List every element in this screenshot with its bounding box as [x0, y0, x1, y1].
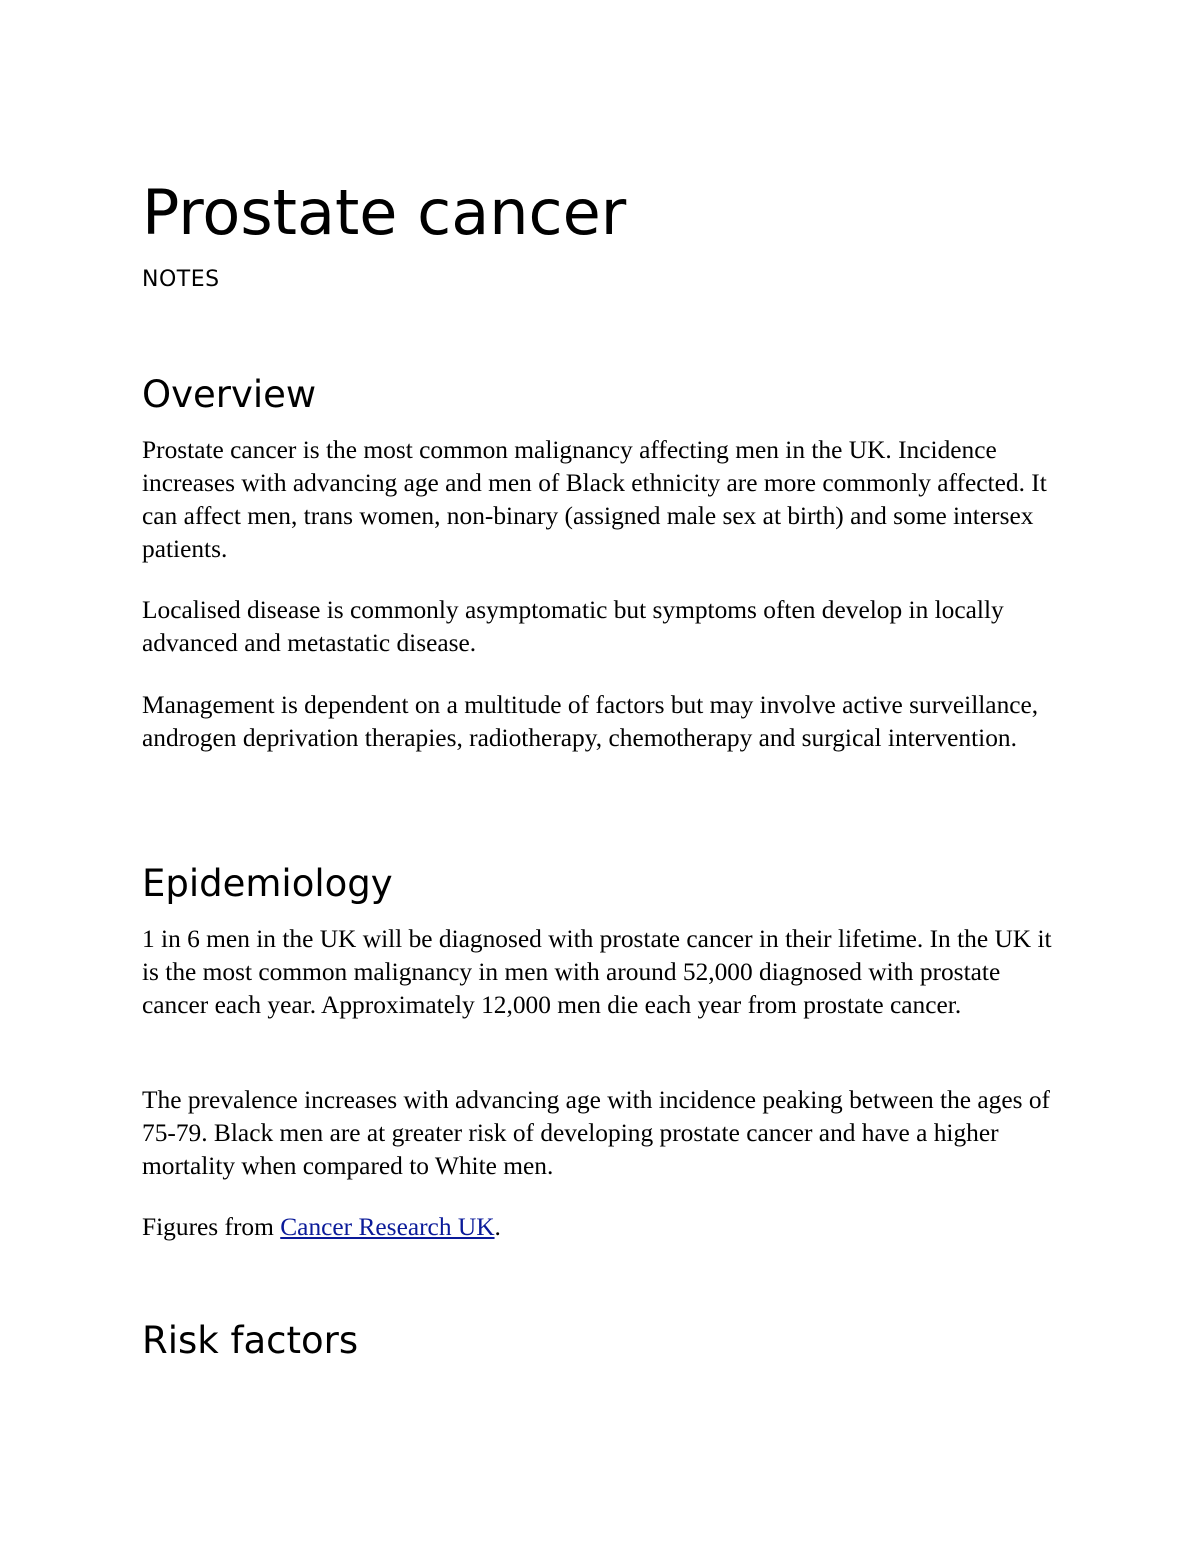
document-title: Prostate cancer: [142, 176, 627, 249]
risk-factors-heading: Risk factors: [142, 1319, 359, 1362]
overview-paragraph-3: Management is dependent on a multitude of factors but may involve active surveillance, androgen deprivation therapies, radiotherapy, chemotherapy and surgical intervention.: [142, 691, 1039, 752]
figures-source-suffix: .: [494, 1213, 501, 1241]
figures-source-line: [142, 1211, 1057, 1244]
figures-source-prefix: Figures from: [142, 1213, 281, 1241]
epidemiology-paragraph-1: 1 in 6 men in the UK will be diagnosed with prostate cancer in their lifetime. In the UK it is the most common malignancy in men with around 52,000 diagnosed with prostate cancer each year. Approximately 12,000 men die each year from prostate cancer.: [142, 925, 1052, 1019]
cancer-research-uk-link[interactable]: Cancer Research UK: [280, 1213, 495, 1241]
document-subtitle: NOTES: [142, 267, 220, 292]
epidemiology-heading: Epidemiology: [142, 862, 393, 905]
overview-paragraph-1: Prostate cancer is the most common malignancy affecting men in the UK. Incidence increases with advancing age and men of Black ethnicity are more commonly affected. It can affect men, trans women, non-binary (assigned male sex at birth) and some intersex patients.: [142, 436, 1047, 563]
overview-paragraph-2: Localised disease is commonly asymptomatic but symptoms often develop in locally advanced and metastatic disease.: [142, 596, 1004, 657]
overview-heading: Overview: [142, 373, 317, 416]
epidemiology-paragraph-2: The prevalence increases with advancing age with incidence peaking between the ages of 75-79. Black men are at greater risk of developing prostate cancer and have a higher mortality when compared to White men.: [142, 1086, 1051, 1180]
